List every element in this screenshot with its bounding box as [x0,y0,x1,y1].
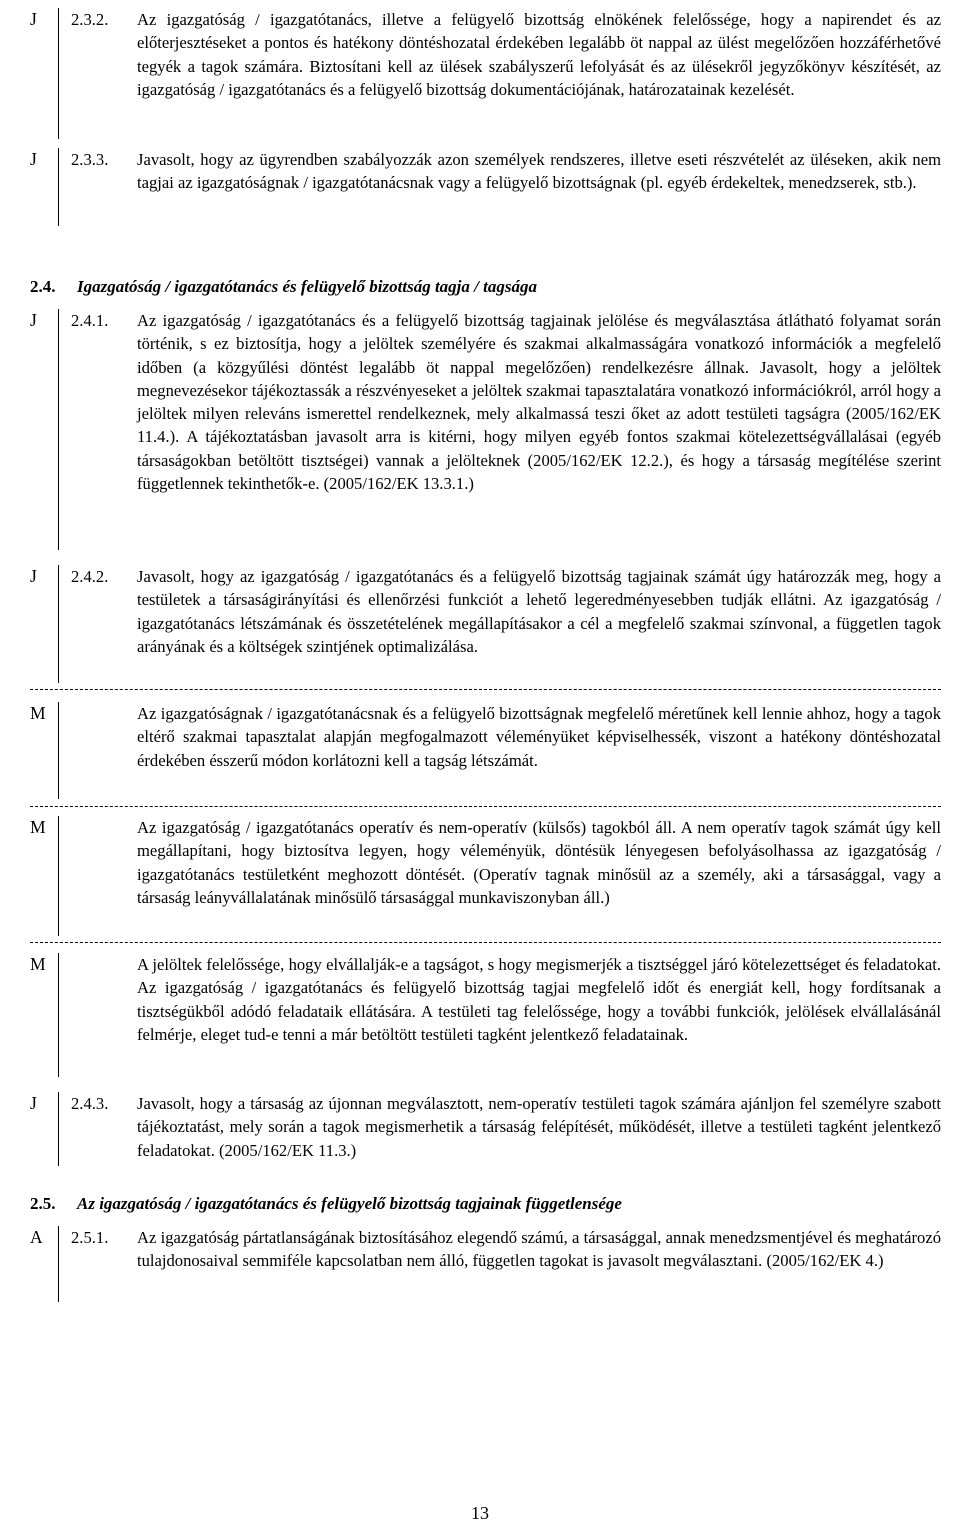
entry-marker: M [30,817,46,837]
entry-divider [58,1226,59,1302]
entry-text: Javasolt, hogy a társaság az újonnan megválasztott, nem-operatív testületi tagok számára ajánljon fel személyre szabott tájékoztatást, mely során a tagok megismerhetik a társaság felépítését, működését, illetve a testületi tagként jelentkező feladatokat. (2005/162/EK 11.3.) [137,1094,941,1160]
section-title: Az igazgatóság / igazgatótanács és felügyelő bizottság tagjainak függetlensége [77,1194,622,1213]
section-number: 2.5. [30,1194,56,1213]
entry-text: Javasolt, hogy az igazgatóság / igazgatótanács és a felügyelő bizottság tagjainak számát úgy határozzák meg, hogy a testületek a társaságirányítási és ellenőrzési funkciót a lehető legeredményesebben tudják ellátni. Az igazgatóság / igazgatótanács létszámának és összetételének megállapításakor a cél a megfelelő szakmai színvonal, a független tagok arányának és a költségek szintjének optimalizálása. [137,567,941,656]
entry-marker: J [30,310,37,330]
entry-text: Az igazgatóság / igazgatótanács operatív és nem-operatív (külsős) tagokból áll. A nem operatív tagok számát úgy kell megállapítani, hogy biztosítva legyen, hogy véleményük, döntésük lényegesen befolyásolhassa az igazgatóság / igazgatótanács testületként meghozott döntését. (Operatív tagnak minősül az a személy, aki a társasággal, vagy a társaság leányvállalatának minősülő társasággal munkaviszonyban áll.) [137,818,941,907]
section-number: 2.4. [30,277,56,296]
entry-text: Az igazgatóság pártatlanságának biztosításához elegendő számú, a társasággal, annak menedzsmentjével és meghatározó tulajdonosaival semmiféle kapcsolatban nem álló, független tagokat is javasolt megválasztani. (2005/162/EK 4.) [137,1228,941,1271]
entry-number: 2.3.2. [71,10,109,29]
entry-text: Javasolt, hogy az ügyrendben szabályozzák azon személyek rendszeres, illetve eseti részvételét az üléseken, akik nem tagjai az igazgatóságnak / igazgatótanácsnak vagy a felügyelő bizottságnak (pl. egyéb érdekeltek, menedzserek, stb.). [137,150,941,193]
entry-divider [58,702,59,799]
entry-text: A jelöltek felelőssége, hogy elvállalják-e a tagságot, s hogy megismerjék a tisztséggel járó kötelezettséget és feladatokat. Az igazgatóság / igazgatótanács és felügyelő bizottság tagjai megfelelő időt és energiát kell, hogy fordítsanak a tisztségükből adódó feladataik ellátására. A testületi tag felelőssége, hogy a további funkciók, jelölések elvállalásánál felmérje, eleget tud-e tenni a már betöltött testületi tagként jelentkező feladatainak. [137,955,941,1044]
dashed-separator [30,806,941,807]
entry-marker: M [30,703,46,723]
entry-number: 2.4.3. [71,1094,109,1113]
entry-marker: M [30,954,46,974]
dashed-separator [30,942,941,943]
entry-divider [58,953,59,1077]
dashed-separator [30,689,941,690]
entry-divider [58,565,59,683]
entry-divider [58,8,59,139]
entry-divider [58,148,59,226]
entry-divider [58,1092,59,1166]
section-heading-2-4 [30,275,537,298]
entry-number: 2.4.2. [71,567,109,586]
section-heading-2-5 [30,1192,622,1215]
section-title: Igazgatóság / igazgatótanács és felügyelő bizottság tagja / tagsága [77,277,537,296]
entry-text: Az igazgatóság / igazgatótanács és a felügyelő bizottság tagjainak jelölése és megválasztása átlátható folyamat során történik, s ez biztosítja, hogy a jelöltek személyére és szakmai alkalmasságára vonatkozó információk a megfelelő időben (a közgyűlési döntést legalább öt nappal megelőzően) rendelkezésre állnak. Javasolt, hogy a jelöltek megnevezésekor tájékoztassák a részvényeseket a jelöltek szakmai tapasztalatára vonatkozó információkról, arról hogy a jelöltek milyen releváns ismerettel rendelkeznek, mely alkalmassá teszi őket az adott testületi tagságra (2005/162/EK 11.4.). A tájékoztatásban javasolt arra is kitérni, hogy milyen egyéb fontos szakmai kötelezettségvállalásai (egyéb társaságokban betöltött tisztségei) vannak a jelölteknek (2005/162/EK 12.2.), és hogy a társaság megítélése szerint függetlennek tekinthetők-e. (2005/162/EK 13.3.1.) [137,311,941,494]
entry-divider [58,816,59,936]
entry-marker: J [30,566,37,586]
entry-text: Az igazgatóság / igazgatótanács, illetve a felügyelő bizottság elnökének felelőssége, hogy a napirendet és az előterjesztéseket a pontos és hatékony döntéshozatal érdekében legalább öt nappal az ülést megelőzően hozzáférhetővé tegyék a tagok számára. Biztosítani kell az ülések szabályszerű lefolyását és az ülésekről jegyzőkönyv készítését, az igazgatóság / igazgatótanács és a felügyelő bizottság dokumentációjának, határozatainak kezelését. [137,10,941,99]
entry-number: 2.5.1. [71,1228,109,1247]
entry-number: 2.4.1. [71,311,109,330]
entry-marker: J [30,1093,37,1113]
entry-divider [58,309,59,550]
entry-marker: A [30,1227,43,1247]
entry-marker: J [30,9,37,29]
entry-marker: J [30,149,37,169]
entry-number: 2.3.3. [71,150,109,169]
entry-text: Az igazgatóságnak / igazgatótanácsnak és a felügyelő bizottságnak megfelelő méretűnek kell lennie ahhoz, hogy a tagok eltérő szakmai tapasztalat alapján megfogalmazott véleményüket képviselhessék, viszont a hatékony döntéshozatal érdekében ésszerű módon korlátozni kell a tagság létszámát. [137,704,941,770]
page-number: 13 [471,1503,489,1523]
